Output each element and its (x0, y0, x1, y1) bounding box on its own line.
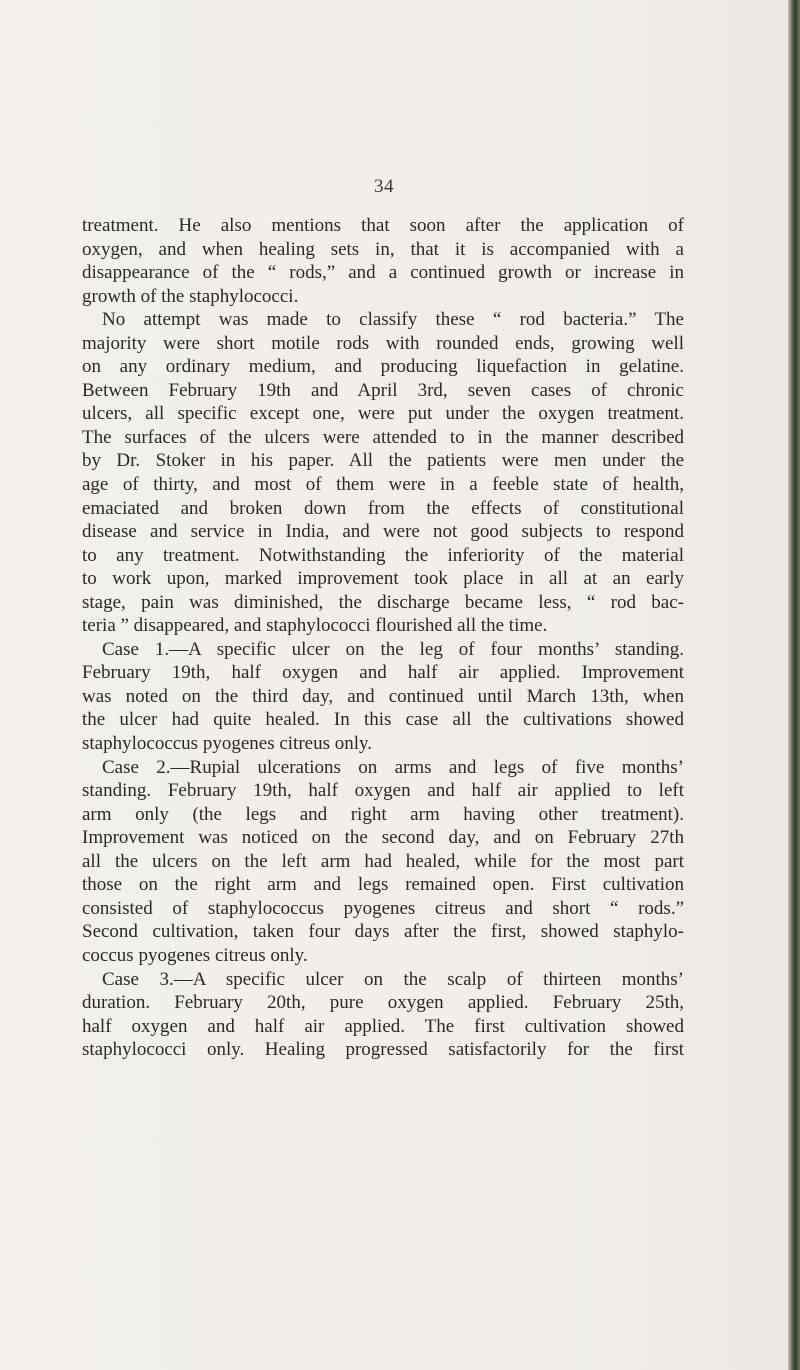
text-line: disappearance of the “ rods,” and a continued growth or increase in (82, 262, 684, 284)
text-line: was noted on the third day, and continued until March 13th, when (82, 685, 684, 707)
page-number: 34 (374, 176, 394, 197)
text-line: Case 3.—A specific ulcer on the scalp of thirteen months’ (102, 968, 684, 990)
text-line: Second cultivation, taken four days after the first, showed staphylo- (82, 921, 684, 943)
text-line: half oxygen and half air applied. The first cultivation showed (82, 1015, 684, 1037)
text-line: to work upon, marked improvement took place in all at an early (82, 568, 684, 590)
text-line: coccus pyogenes citreus only. (82, 944, 308, 966)
text-line: growth of the staphylococci. (82, 285, 299, 307)
text-line: staphylococcus pyogenes citreus only. (82, 733, 373, 755)
text-line: February 19th, half oxygen and half air applied. Improvement (82, 662, 684, 684)
text-line: Between February 19th and April 3rd, seven cases of chronic (82, 379, 684, 401)
text-line: teria ” disappeared, and staphylococci flourished all the time. (82, 615, 548, 637)
text-line: standing. February 19th, half oxygen and half air applied to left (82, 780, 684, 802)
text-line: oxygen, and when healing sets in, that it is accompanied with a (82, 238, 684, 260)
text-line: to any treatment. Notwithstanding the inferiority of the material (82, 544, 684, 566)
body-text (82, 214, 684, 1062)
text-line: majority were short motile rods with rounded ends, growing well (82, 332, 684, 354)
text-line: emaciated and broken down from the effects of constitutional (82, 497, 684, 519)
text-line: age of thirty, and most of them were in a feeble state of health, (82, 474, 684, 496)
text-line: consisted of staphylococcus pyogenes citreus and short “ rods.” (82, 897, 684, 919)
text-line: ulcers, all specific except one, were put under the oxygen treatment. (82, 403, 684, 425)
text-line: the ulcer had quite healed. In this case all the cultivations showed (82, 709, 684, 731)
text-line: all the ulcers on the left arm had healed, while for the most part (82, 850, 684, 872)
text-line: duration. February 20th, pure oxygen applied. February 25th, (82, 992, 684, 1014)
text-line: staphylococci only. Healing progressed satisfactorily for the first (82, 1039, 684, 1061)
text-line: Improvement was noticed on the second day, and on February 27th (82, 827, 684, 849)
text-line: No attempt was made to classify these “ rod bacteria.” The (102, 309, 684, 331)
text-line: The surfaces of the ulcers were attended to in the manner described (82, 426, 684, 448)
page-binding-edge (788, 0, 800, 1370)
text-line: stage, pain was diminished, the discharge became less, “ rod bac- (82, 591, 684, 613)
text-line: Case 2.—Rupial ulcerations on arms and legs of five months’ (102, 756, 684, 778)
text-line: by Dr. Stoker in his paper. All the patients were men under the (82, 450, 684, 472)
text-line: on any ordinary medium, and producing liquefaction in gelatine. (82, 356, 684, 378)
text-line: arm only (the legs and right arm having other treatment). (82, 803, 684, 825)
text-line: Case 1.—A specific ulcer on the leg of four months’ standing. (102, 638, 684, 660)
text-line: disease and service in India, and were not good subjects to respond (82, 521, 684, 543)
text-line: those on the right arm and legs remained open. First cultivation (82, 874, 684, 896)
text-line: treatment. He also mentions that soon after the application of (82, 215, 684, 236)
